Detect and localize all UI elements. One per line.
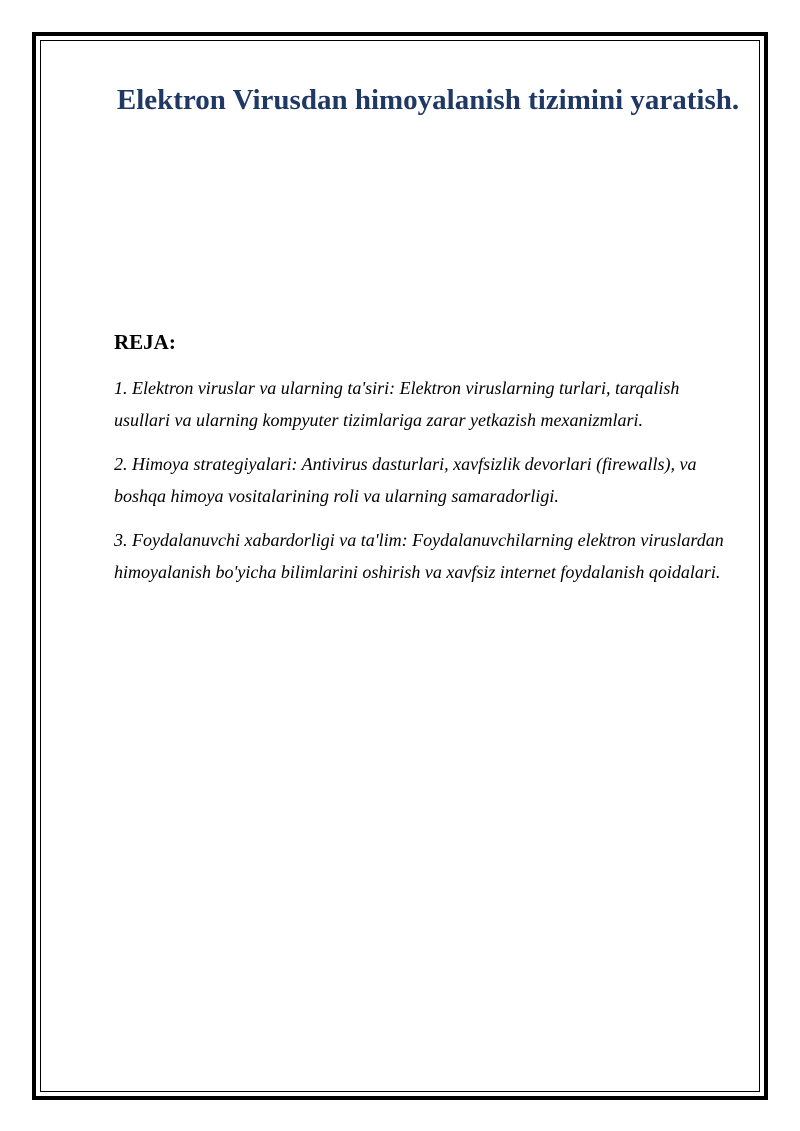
plan-item-3: 3. Foydalanuvchi xabardorligi va ta'lim: Foydalanuvchilarning elektron viruslardan himoyalanish bo'yicha bilimlarini oshirish va xavfsiz internet foydalanish qoidalari. [114,530,724,582]
document-title: Elektron Virusdan himoyalanish tizimini yaratish. [116,84,740,116]
plan-item-1: 1. Elektron viruslar va ularning ta'siri: Elektron viruslarning turlari, tarqalish usullari va ularning kompyuter tizimlariga zarar yetkazish mexanizmlari. [114,378,680,430]
plan-section [114,326,734,600]
plan-item-2: 2. Himoya strategiyalari: Antivirus dasturlari, xavfsizlik devorlari (firewalls), va boshqa himoya vositalarining roli va ularning samaradorligi. [114,454,697,506]
plan-heading: REJA: [114,330,176,354]
